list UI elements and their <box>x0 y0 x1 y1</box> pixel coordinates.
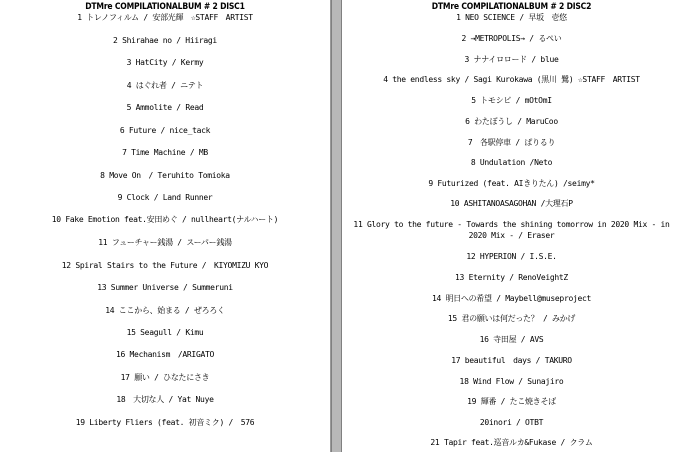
disc1-track: 3 HatCity / Kermy <box>126 58 204 67</box>
disc2-track: 21 Tapir feat.巡音ルカ&Fukase / クラム <box>430 438 593 447</box>
disc2-track: 7 各駅停車 / ぱりるり <box>467 138 556 147</box>
disc2-track: 5 トモシビ / mOtOmI <box>471 96 552 105</box>
disc1-page <box>0 0 331 452</box>
disc2-track: 19 輝番 / たこ焼きそば <box>467 397 556 406</box>
disc1-track: 14 ここから、始まる / ぜろろく <box>105 306 225 315</box>
disc1-track: 7 Time Machine / MB <box>122 148 208 157</box>
disc2-track: 12 HYPERION / I.S.E. <box>466 252 557 261</box>
disc2-track: 9 Futurized (feat. AIきりたん) /seimy* <box>428 179 595 188</box>
disc1-track: 17 願い / ひなたにさき <box>120 373 210 382</box>
disc1-track: 11 フューチャー銭湯 / スーパー銭湯 <box>98 238 232 247</box>
disc1-track: 2 Shirahae no / Hiiragi <box>113 36 217 45</box>
disc2-page <box>343 0 680 452</box>
disc2-track: 8 Undulation /Neto <box>470 158 553 167</box>
disc1-track: 13 Summer Universe / Summeruni <box>97 283 233 292</box>
disc2-track: 16 寺田屋 / AVS <box>479 335 544 344</box>
disc2-track: 17 beautiful days / TAKURO <box>451 356 572 365</box>
disc1-track: 19 Liberty Fliers (feat. 初音ミク) / 576 <box>75 418 255 427</box>
disc1-track: 10 Fake Emotion feat.安田めぐ / nullheart(ナルハート) <box>51 215 279 224</box>
disc1-track: 12 Spiral Stairs to the Future / KIYOMIZU KYO <box>61 261 269 270</box>
page-gap <box>331 0 342 452</box>
disc2-title: DTMre COMPILATIONALBUM # 2 DISC2 <box>431 2 592 12</box>
disc2-track: 18 Wind Flow / Sunajiro <box>459 377 564 386</box>
disc1-track: 5 Ammolite / Read <box>126 103 204 112</box>
disc1-track: 15 Seagull / Kimu <box>126 328 204 337</box>
disc2-track: 13 Eternity / RenoVeightZ <box>455 273 568 282</box>
disc1-track: 18 大切な人 / Yat Nuye <box>116 395 214 404</box>
disc2-track: 2 →METROPOLIS→ / るぺい <box>461 34 562 43</box>
disc1-track: 4 はぐれ者 / ニテト <box>126 81 204 90</box>
disc1-track: 16 Mechanism /ARIGATO <box>115 350 215 359</box>
disc2-track: 11 Glory to the future - Towards the shining tomorrow in 2020 Mix - in 2020 Mix - / Eraser <box>353 220 670 240</box>
disc2-track: 3 ナナイロロード / blue <box>464 55 559 64</box>
disc2-track: 6 わたぼうし / MaruCoo <box>465 117 558 126</box>
disc2-track: 10 ASHITANOASAGOHAN /大理石P <box>450 199 573 208</box>
disc2-track: 14 明日への希望 / Maybell@museproject <box>431 294 592 303</box>
disc2-track: 20inori / OTBT <box>479 418 544 427</box>
disc2-track: 1 NEO SCIENCE / 早坂 壱悠 <box>456 13 567 22</box>
disc1-track: 9 Clock / Land Runner <box>117 193 213 202</box>
disc1-track: 6 Future / nice_tack <box>119 126 211 135</box>
disc1-track: 8 Move On / Teruhito Tomioka <box>100 171 230 180</box>
disc2-track: 4 the endless sky / Sagi Kurokawa (黒川 鷺) ☆STAFF ARTIST <box>383 75 640 84</box>
disc1-track: 1 トレノフィルム / 安部光輝 ☆STAFF ARTIST <box>77 13 253 22</box>
disc1-title: DTMre COMPILATIONALBUM # 2 DISC1 <box>85 2 245 12</box>
disc2-track: 15 君の願いは何だった？ / みかげ <box>447 314 576 323</box>
